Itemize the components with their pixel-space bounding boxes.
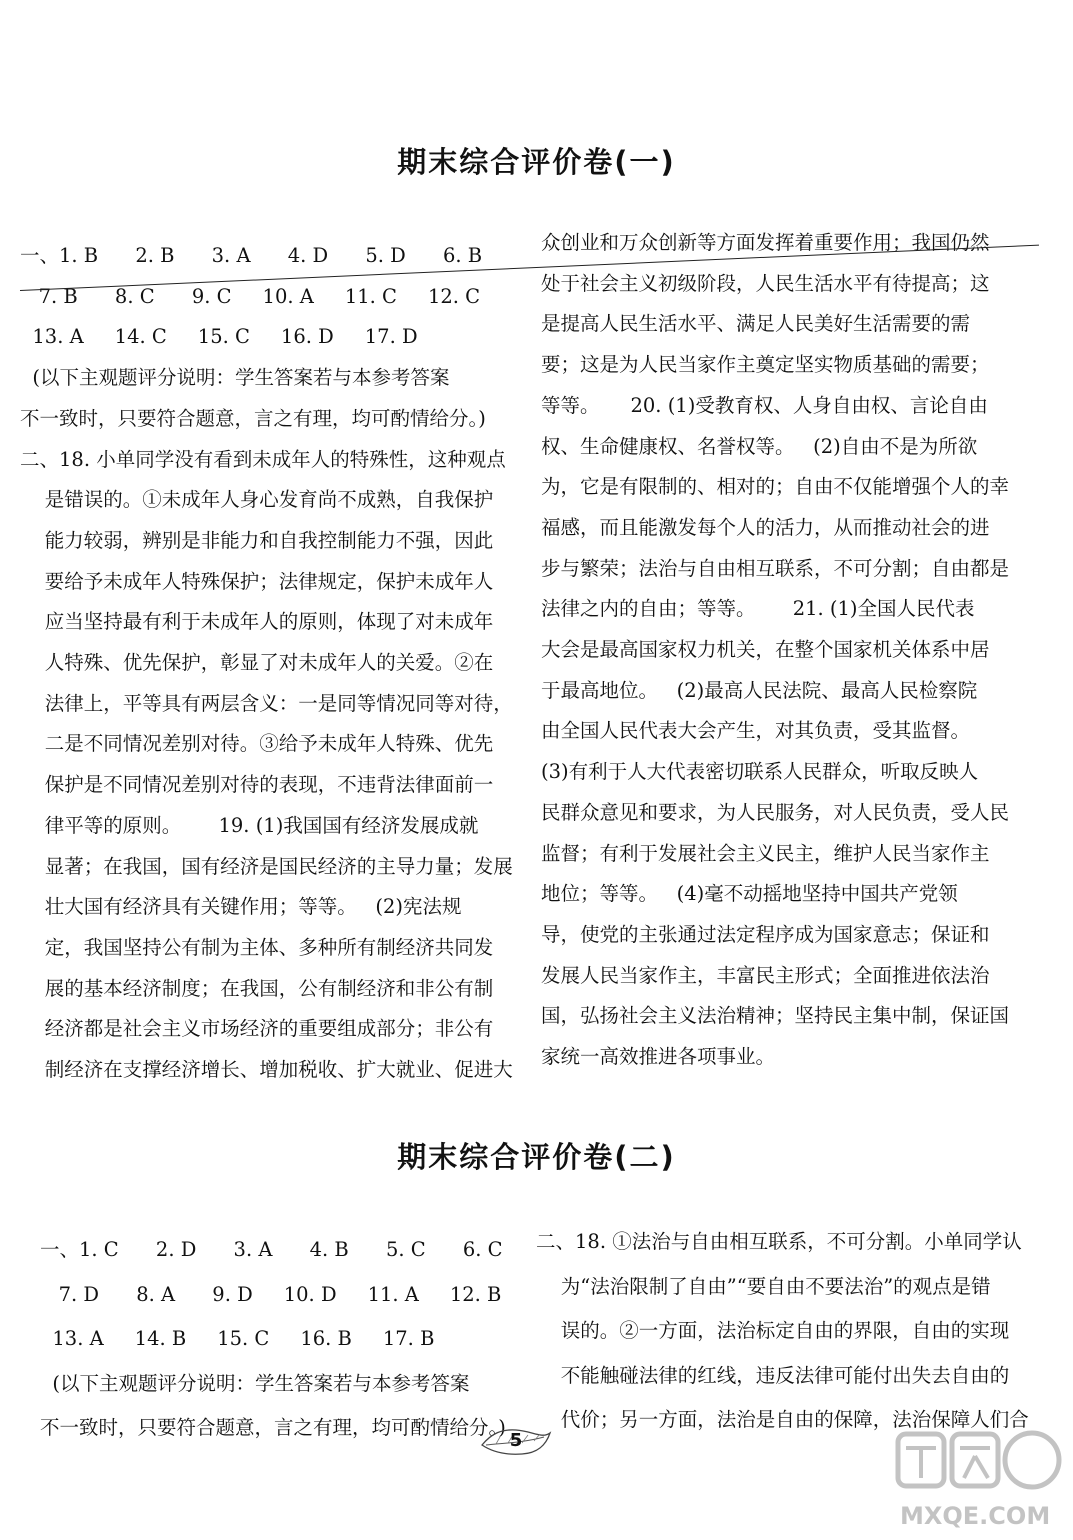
text-line: 法律上，平等具有两层含义：一是同等情况同等对待， <box>20 691 513 715</box>
text-line: 是错误的。①未成年人身心发育尚不成熟，自我保护 <box>20 488 494 512</box>
text-line: 于最高地位。 (2)最高人民法院、最高人民检察院 <box>541 678 978 702</box>
text-line: 处于社会主义初级阶段，人民生活水平有待提高；这 <box>541 271 990 295</box>
text-line: 步与繁荣；法治与自由相互联系，不可分割；自由都是 <box>541 556 1010 580</box>
section2-title: 期末综合评价卷(二) <box>397 1140 676 1174</box>
text-line: 国，弘扬社会主义法治精神；坚持民主集中制，保证国 <box>541 1004 1010 1028</box>
text-line: (以下主观题评分说明：学生答案若与本参考答案 <box>40 1371 470 1395</box>
text-line: 应当坚持最有利于未成年人的原则，体现了对未成年 <box>20 610 494 634</box>
text-line: 众创业和万众创新等方面发挥着重要作用；我国仍然 <box>541 231 990 254</box>
text-line: 能力较弱，辨别是非能力和自我控制能力不强，因此 <box>20 528 494 552</box>
text-line: (以下主观题评分说明：学生答案若与本参考答案 <box>20 366 450 390</box>
text-line: 是提高人民生活水平、满足人民美好生活需要的需 <box>541 312 971 336</box>
text-line: 展的基本经济制度；在我国，公有制经济和非公有制 <box>20 976 494 1000</box>
text-line: 一、1. C 2. D 3. A 4. B 5. C 6. C <box>40 1238 503 1261</box>
text-line: 经济都是社会主义市场经济的重要组成部分；非公有 <box>20 1017 494 1041</box>
text-line: 制经济在支撑经济增长、增加税收、扩大就业、促进大 <box>20 1058 513 1081</box>
text-line: (3)有利于人大代表密切联系人民群众，听取反映人 <box>541 760 979 784</box>
text-line: 误的。②一方面，法治标定自由的界限，自由的实现 <box>536 1319 1010 1342</box>
text-line: 一、1. B 2. B 3. A 4. D 5. D 6. B <box>20 244 483 267</box>
text-line: 民群众意见和要求，为人民服务，对人民负责，受人民 <box>541 800 1010 824</box>
text-line: 福感，而且能激发每个人的活力，从而推动社会的进 <box>541 515 990 539</box>
text-line: 为，它是有限制的、相对的；自由不仅能增强个人的幸 <box>541 475 1010 499</box>
text-line: 壮大国有经济具有关键作用；等等。 (2)宪法规 <box>20 895 462 919</box>
text-line: 地位；等等。 (4)毫不动摇地坚持中国共产党领 <box>541 882 958 906</box>
text-line: 权、生命健康权、名誉权等。 (2)自由不是为所欲 <box>541 434 978 458</box>
page-number: 5 <box>509 1430 523 1451</box>
text-line: 显著；在我国，国有经济是国民经济的主导力量；发展 <box>20 854 513 878</box>
text-line: 二、18. 小单同学没有看到未成年人的特殊性，这种观点 <box>20 447 506 471</box>
svg-text:MXQE.COM: MXQE.COM <box>900 1502 1051 1530</box>
text-line: 由全国人民代表大会产生，对其负责，受其监督。 <box>541 719 971 743</box>
text-line: 为“法治限制了自由”“要自由不要法治”的观点是错 <box>536 1274 991 1298</box>
text-line: 要；这是为人民当家作主奠定坚实物质基础的需要； <box>541 353 990 377</box>
text-line: 法律之内的自由；等等。 21. (1)全国人民代表 <box>541 597 975 621</box>
text-line: 13. A 14. C 15. C 16. D 17. D <box>20 325 418 349</box>
text-line: 律平等的原则。 19. (1)我国国有经济发展成就 <box>20 813 479 837</box>
text-line: 7. B 8. C 9. C 10. A 11. C 12. C <box>20 284 481 308</box>
text-line: 大会是最高国家权力机关，在整个国家机关体系中居 <box>541 638 990 661</box>
text-line: 13. A 14. B 15. C 16. B 17. B <box>40 1327 435 1350</box>
text-line: 等等。 20. (1)受教育权、人身自由权、言论自由 <box>541 393 988 417</box>
text-line: 二是不同情况差别对待。③给予未成年人特殊、优先 <box>20 732 494 756</box>
text-line: 发展人民当家作主，丰富民主形式；全面推进依法治 <box>541 963 990 987</box>
text-line: 监督；有利于发展社会主义民主，维护人民当家作主 <box>541 841 990 865</box>
text-line: 保护是不同情况差别对待的表现，不违背法律面前一 <box>20 773 494 797</box>
text-line: 7. D 8. A 9. D 10. D 11. A 12. B <box>40 1282 502 1306</box>
page-number-badge <box>478 1419 554 1463</box>
text-line: 不一致时，只要符合题意，言之有理，均可酌情给分。) <box>20 406 486 430</box>
text-line: 定，我国坚持公有制为主体、多种所有制经济共同发 <box>20 935 494 959</box>
text-line: 要给予未成年人特殊保护；法律规定，保护未成年人 <box>20 569 494 593</box>
text-line: 二、18. ①法治与自由相互联系，不可分割。小单同学认 <box>536 1230 1022 1253</box>
section1-title: 期末综合评价卷(一) <box>397 145 676 179</box>
text-line: 家统一高效推进各项事业。 <box>541 1045 776 1068</box>
watermark-logo <box>892 1426 1072 1536</box>
text-line: 导，使党的主张通过法定程序成为国家意志；保证和 <box>541 922 990 946</box>
text-line: 不一致时，只要符合题意，言之有理，均可酌情给分。) <box>40 1416 506 1439</box>
text-line: 不能触碰法律的红线，违反法律可能付出失去自由的 <box>536 1363 1010 1387</box>
text-line: 人特殊、优先保护，彰显了对未成年人的关爱。②在 <box>20 651 494 674</box>
text-line: 代价；另一方面，法治是自由的保障，法治保障人们合 <box>536 1408 1029 1431</box>
